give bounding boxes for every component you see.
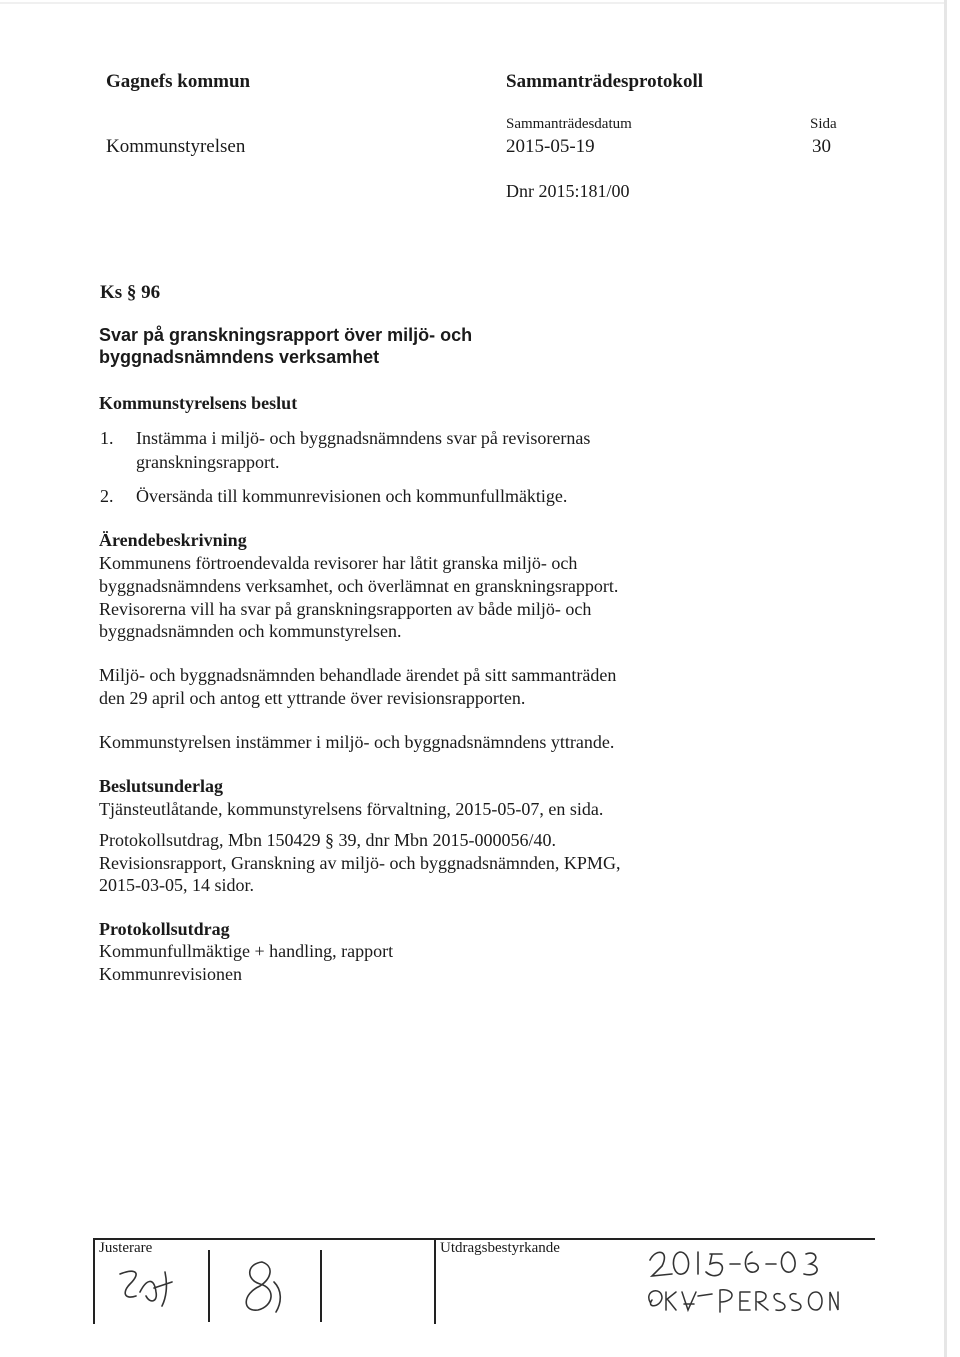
decision-item-2-number: 2. bbox=[100, 486, 114, 506]
case-paragraph-1-line-1: Kommunens förtroendevalda revisorer har låtit granska miljö- och bbox=[99, 553, 578, 573]
meeting-date: 2015-05-19 bbox=[506, 136, 595, 157]
footer-divider-1 bbox=[208, 1250, 210, 1322]
basis-item-1: Tjänsteutlåtande, kommunstyrelsens förvaltning, 2015-05-07, en sida. bbox=[99, 799, 604, 819]
extract-recipient-1: Kommunfullmäktige + handling, rapport bbox=[99, 941, 394, 961]
footer-left-rule bbox=[93, 1238, 95, 1324]
case-paragraph-2-line-1: Miljö- och byggnadsnämnden behandlade ärendet på sitt sammanträden bbox=[99, 665, 617, 685]
diary-number: Dnr 2015:181/00 bbox=[506, 181, 630, 201]
basis-item-2: Protokollsutdrag, Mbn 150429 § 39, dnr Mbn 2015-000056/40. bbox=[99, 830, 556, 850]
scan-edge-top bbox=[0, 2, 944, 4]
section-ref: Ks § 96 bbox=[100, 282, 161, 303]
case-paragraph-1-line-4: byggnadsnämnden och kommunstyrelsen. bbox=[99, 621, 402, 641]
footer-divider-3 bbox=[434, 1238, 436, 1324]
case-paragraph-1-line-2: byggnadsnämndens verksamhet, och överlämnat en granskningsrapport. bbox=[99, 576, 619, 596]
date-label: Sammanträdesdatum bbox=[506, 116, 632, 132]
municipality-name: Gagnefs kommun bbox=[106, 71, 251, 92]
extract-recipient-2: Kommunrevisionen bbox=[99, 964, 242, 984]
handwritten-initials-2 bbox=[232, 1256, 292, 1318]
basis-heading: Beslutsunderlag bbox=[99, 776, 224, 796]
case-paragraph-1-line-3: Revisorerna vill ha svar på granskningsrapporten av både miljö- och bbox=[99, 599, 592, 619]
scan-edge-right bbox=[944, 0, 947, 1357]
document-type: Sammanträdesprotokoll bbox=[506, 71, 704, 92]
decision-item-1-number: 1. bbox=[100, 428, 114, 448]
decision-item-2-line-1: Översända till kommunrevisionen och kommunfullmäktige. bbox=[136, 486, 568, 506]
decision-item-1-line-2: granskningsrapport. bbox=[136, 452, 280, 472]
case-paragraph-3: Kommunstyrelsen instämmer i miljö- och byggnadsnämndens yttrande. bbox=[99, 732, 615, 752]
case-heading: Ärendebeskrivning bbox=[99, 530, 247, 550]
board-name: Kommunstyrelsen bbox=[106, 136, 246, 157]
basis-item-3-line-1: Revisionsrapport, Granskning av miljö- och byggnadsnämnden, KPMG, bbox=[99, 853, 621, 873]
footer-divider-2 bbox=[320, 1250, 322, 1322]
extract-heading: Protokollsutdrag bbox=[99, 919, 230, 939]
utdragsbestyrkande-label: Utdragsbestyrkande bbox=[440, 1240, 560, 1256]
decision-item-1-line-1: Instämma i miljö- och byggnadsnämndens svar på revisorernas bbox=[136, 428, 591, 448]
section-title-line-2: byggnadsnämndens verksamhet bbox=[99, 347, 380, 367]
handwritten-date-and-name bbox=[640, 1244, 840, 1324]
page-number: 30 bbox=[812, 136, 831, 157]
page-label: Sida bbox=[810, 116, 837, 132]
basis-item-3-line-2: 2015-03-05, 14 sidor. bbox=[99, 875, 254, 895]
section-title-line-1: Svar på granskningsrapport över miljö- och bbox=[99, 325, 473, 345]
justerare-label: Justerare bbox=[99, 1240, 153, 1256]
handwritten-initials-1 bbox=[110, 1262, 190, 1312]
case-paragraph-2-line-2: den 29 april och antog ett yttrande över revisionsrapporten. bbox=[99, 688, 526, 708]
decision-heading: Kommunstyrelsens beslut bbox=[99, 393, 298, 413]
